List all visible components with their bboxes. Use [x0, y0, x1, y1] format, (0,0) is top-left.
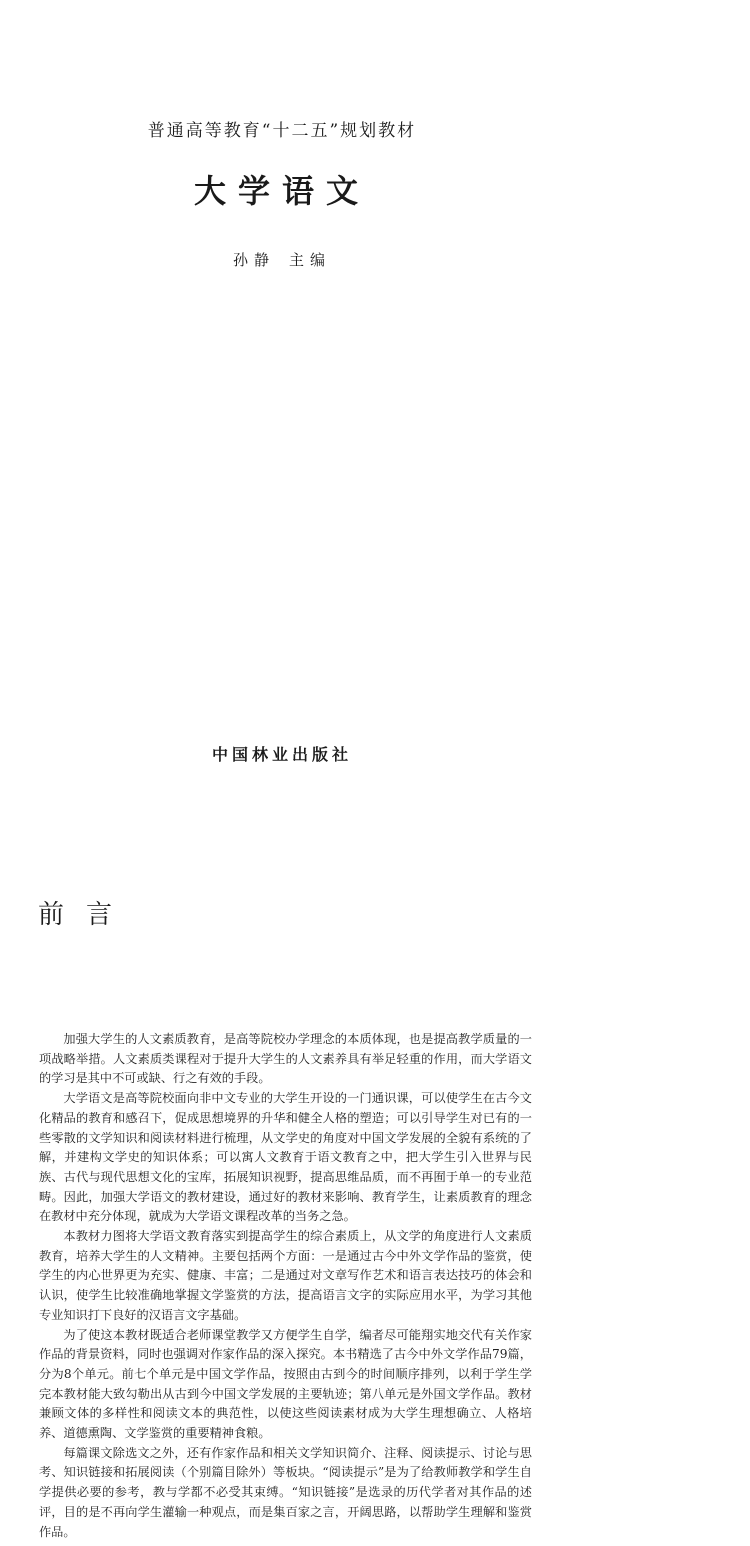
book-title: 大学语文	[193, 172, 370, 210]
preface-paragraph: 加强大学生的人文素质教育，是高等院校办学理念的本质体现，也是提高教学质量的一项战略举措。人文素质类课程对于提升大学生的人文素养具有举足轻重的作用，而大学语文的学习是其中不可或缺、行之有效的手段。	[39, 1032, 532, 1086]
editor-name: 孙静	[232, 251, 275, 269]
preface-paragraph: 为了使这本教材既适合老师课堂教学又方便学生自学，编者尽可能翔实地交代有关作家作品的背景资料，同时也强调对作家作品的深入探究。本书精选了古今中外文学作品79篇，分为8个单元。前七个单元是中国文学作品，按照由古到今的时间顺序排列，以利于学生学完本教材能大致勾勒出从古到今中国文学发展的主要轨迹；第八单元是外国文学作品。教材兼顾文体的多样性和阅读文本的典范性，以使这些阅读素材成为大学生理想确立、人格培养、道德熏陶、文学鉴赏的重要精神食粮。	[39, 1327, 532, 1441]
publisher-name: 中国林业出版社	[211, 745, 352, 764]
editor-line	[0, 249, 564, 270]
preface-paragraph: 大学语文是高等院校面向非中文专业的大学生开设的一门通识课，可以使学生在古今文化精品的教育和感召下，促成思想境界的升华和健全人格的塑造；可以引导学生对已有的一些零散的文学知识和阅读材料进行梳理，从文学史的角度对中国文学发展的全貌有系统的了解，并建构文学史的知识体系；可以寓人文教育于语文教育之中，把大学生引入世界与民族、古代与现代思想文化的宝库，拓展知识视野，提高思维品质，而不再囿于单一的专业范畴。因此，加强大学语文的教材建设，通过好的教材来影响、教育学生，让素质教育的理念在教材中充分体现，就成为大学语文课程改革的当务之急。	[39, 1091, 532, 1224]
preface-paragraph: 每篇课文除选文之外，还有作家作品和相关文学知识简介、注释、阅读提示、讨论与思考、知识链接和拓展阅读（个别篇目除外）等板块。“阅读提示”是为了给教师教学和学生自学提供必要的参考，教与学都不必受其束缚。“知识链接”是选录的历代学者对其作品的述评，目的是不再向学生灌输一种观点，而是集百家之言，开阔思路，以帮助学生理解和鉴赏作品。	[39, 1445, 532, 1539]
series-title: 普通高等教育“十二五”规划教材	[147, 121, 417, 141]
preface-heading: 前言	[38, 900, 135, 930]
preface-body	[39, 1030, 532, 1542]
preface-paragraph: 本教材力图将大学语文教育落实到提高学生的综合素质上，从文学的角度进行人文素质教育，培养大学生的人文精神。主要包括两个方面：一是通过古今中外文学作品的鉴赏，使学生的内心世界更为充实、健康、丰富；二是通过对文章写作艺术和语言表达技巧的体会和认识，使学生比较准确地掌握文学鉴赏的方法，提高语言文字的实际应用水平，为学习其他专业知识打下良好的汉语言文字基础。	[39, 1229, 532, 1322]
editor-role: 主编	[289, 251, 332, 269]
